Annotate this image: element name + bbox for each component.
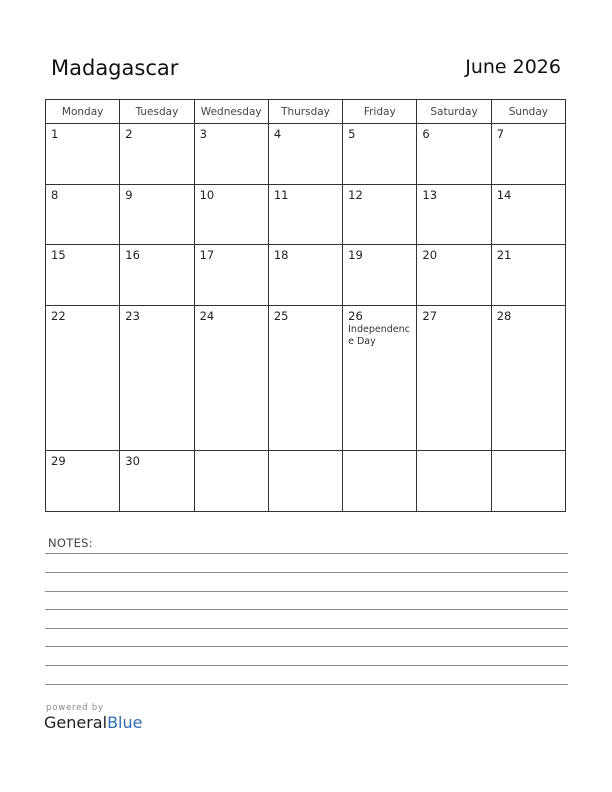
day-number: 5 bbox=[348, 127, 356, 141]
brand-name-blue: Blue bbox=[107, 713, 143, 732]
day-number: 22 bbox=[51, 309, 66, 324]
day-cell bbox=[268, 184, 342, 245]
week-row bbox=[46, 451, 566, 512]
day-cell bbox=[268, 245, 342, 306]
country-title: Madagascar bbox=[51, 56, 179, 80]
day-cell bbox=[268, 451, 342, 512]
day-number: 28 bbox=[496, 309, 512, 324]
brand-name-general: General bbox=[44, 713, 108, 732]
day-number: 18 bbox=[273, 248, 289, 263]
day-number: 9 bbox=[125, 187, 133, 202]
day-cell bbox=[491, 184, 565, 245]
day-number: 19 bbox=[348, 248, 363, 263]
day-cell bbox=[417, 306, 491, 451]
weekday-header: Sunday bbox=[491, 100, 565, 124]
day-cell bbox=[343, 124, 417, 185]
day-cell bbox=[46, 184, 120, 245]
day-number: 11 bbox=[273, 187, 289, 202]
day-number: 13 bbox=[422, 187, 438, 202]
day-cell bbox=[194, 184, 268, 245]
day-number: 15 bbox=[51, 248, 66, 263]
day-cell bbox=[268, 306, 342, 451]
day-cell bbox=[417, 184, 491, 245]
note-line bbox=[45, 553, 568, 554]
day-number: 4 bbox=[273, 127, 282, 141]
weekday-header: Tuesday bbox=[120, 100, 194, 124]
day-number: 25 bbox=[273, 309, 289, 324]
week-row bbox=[46, 245, 566, 306]
note-line bbox=[45, 665, 568, 666]
notes-label: NOTES: bbox=[48, 536, 93, 550]
day-cell bbox=[491, 124, 565, 185]
day-number: 7 bbox=[496, 127, 505, 141]
day-number: 12 bbox=[348, 187, 363, 202]
day-cell bbox=[194, 451, 268, 512]
weekday-header: Wednesday bbox=[194, 100, 268, 124]
day-number: 21 bbox=[496, 248, 512, 263]
day-cell bbox=[120, 245, 194, 306]
note-line bbox=[45, 628, 568, 629]
day-cell bbox=[120, 124, 194, 185]
day-number: 27 bbox=[422, 309, 438, 324]
day-number: 10 bbox=[199, 187, 215, 202]
day-cell bbox=[491, 306, 565, 451]
day-number: 17 bbox=[199, 248, 215, 263]
note-line bbox=[45, 572, 568, 573]
day-cell bbox=[120, 451, 194, 512]
weekday-header: Monday bbox=[46, 100, 120, 124]
day-cell bbox=[120, 184, 194, 245]
day-cell bbox=[194, 124, 268, 185]
day-number: 26 bbox=[348, 309, 363, 324]
day-cell bbox=[491, 451, 565, 512]
day-cell bbox=[46, 306, 120, 451]
day-cell bbox=[46, 245, 120, 306]
day-number: 20 bbox=[422, 248, 438, 263]
day-number: 3 bbox=[199, 127, 207, 141]
day-cell bbox=[120, 306, 194, 451]
month-title: June 2026 bbox=[465, 56, 561, 78]
day-cell bbox=[194, 245, 268, 306]
day-cell bbox=[343, 245, 417, 306]
weekday-header: Thursday bbox=[268, 100, 342, 124]
weekday-header: Saturday bbox=[417, 100, 491, 124]
day-cell bbox=[491, 245, 565, 306]
day-number: 16 bbox=[125, 248, 140, 263]
day-cell bbox=[343, 451, 417, 512]
day-number: 23 bbox=[125, 309, 140, 324]
day-number: 8 bbox=[51, 187, 59, 202]
weekday-header: Friday bbox=[343, 100, 417, 124]
day-cell bbox=[46, 451, 120, 512]
note-line bbox=[45, 591, 568, 592]
day-number: 24 bbox=[199, 309, 215, 324]
day-cell bbox=[417, 245, 491, 306]
brand-logo bbox=[44, 703, 142, 732]
weekday-header-row bbox=[46, 100, 566, 124]
day-cell bbox=[46, 124, 120, 185]
week-row bbox=[46, 306, 566, 451]
day-number: 30 bbox=[125, 454, 140, 469]
calendar-grid bbox=[45, 99, 566, 512]
day-number: 14 bbox=[496, 187, 512, 202]
day-number: 1 bbox=[51, 127, 59, 141]
day-cell-holiday bbox=[343, 306, 417, 451]
week-row bbox=[46, 184, 566, 245]
note-line bbox=[45, 609, 568, 610]
day-cell bbox=[417, 451, 491, 512]
day-cell bbox=[194, 306, 268, 451]
powered-by-text: powered by bbox=[46, 703, 104, 713]
day-number: 29 bbox=[51, 454, 66, 469]
brand-name bbox=[44, 713, 142, 732]
day-cell bbox=[343, 184, 417, 245]
day-number: 2 bbox=[125, 127, 133, 141]
day-cell bbox=[417, 124, 491, 185]
note-line bbox=[45, 646, 568, 647]
week-row bbox=[46, 124, 566, 185]
day-number: 6 bbox=[422, 127, 430, 141]
day-cell bbox=[268, 124, 342, 185]
holiday-label: Independence Day bbox=[348, 324, 410, 348]
note-line bbox=[45, 684, 568, 685]
